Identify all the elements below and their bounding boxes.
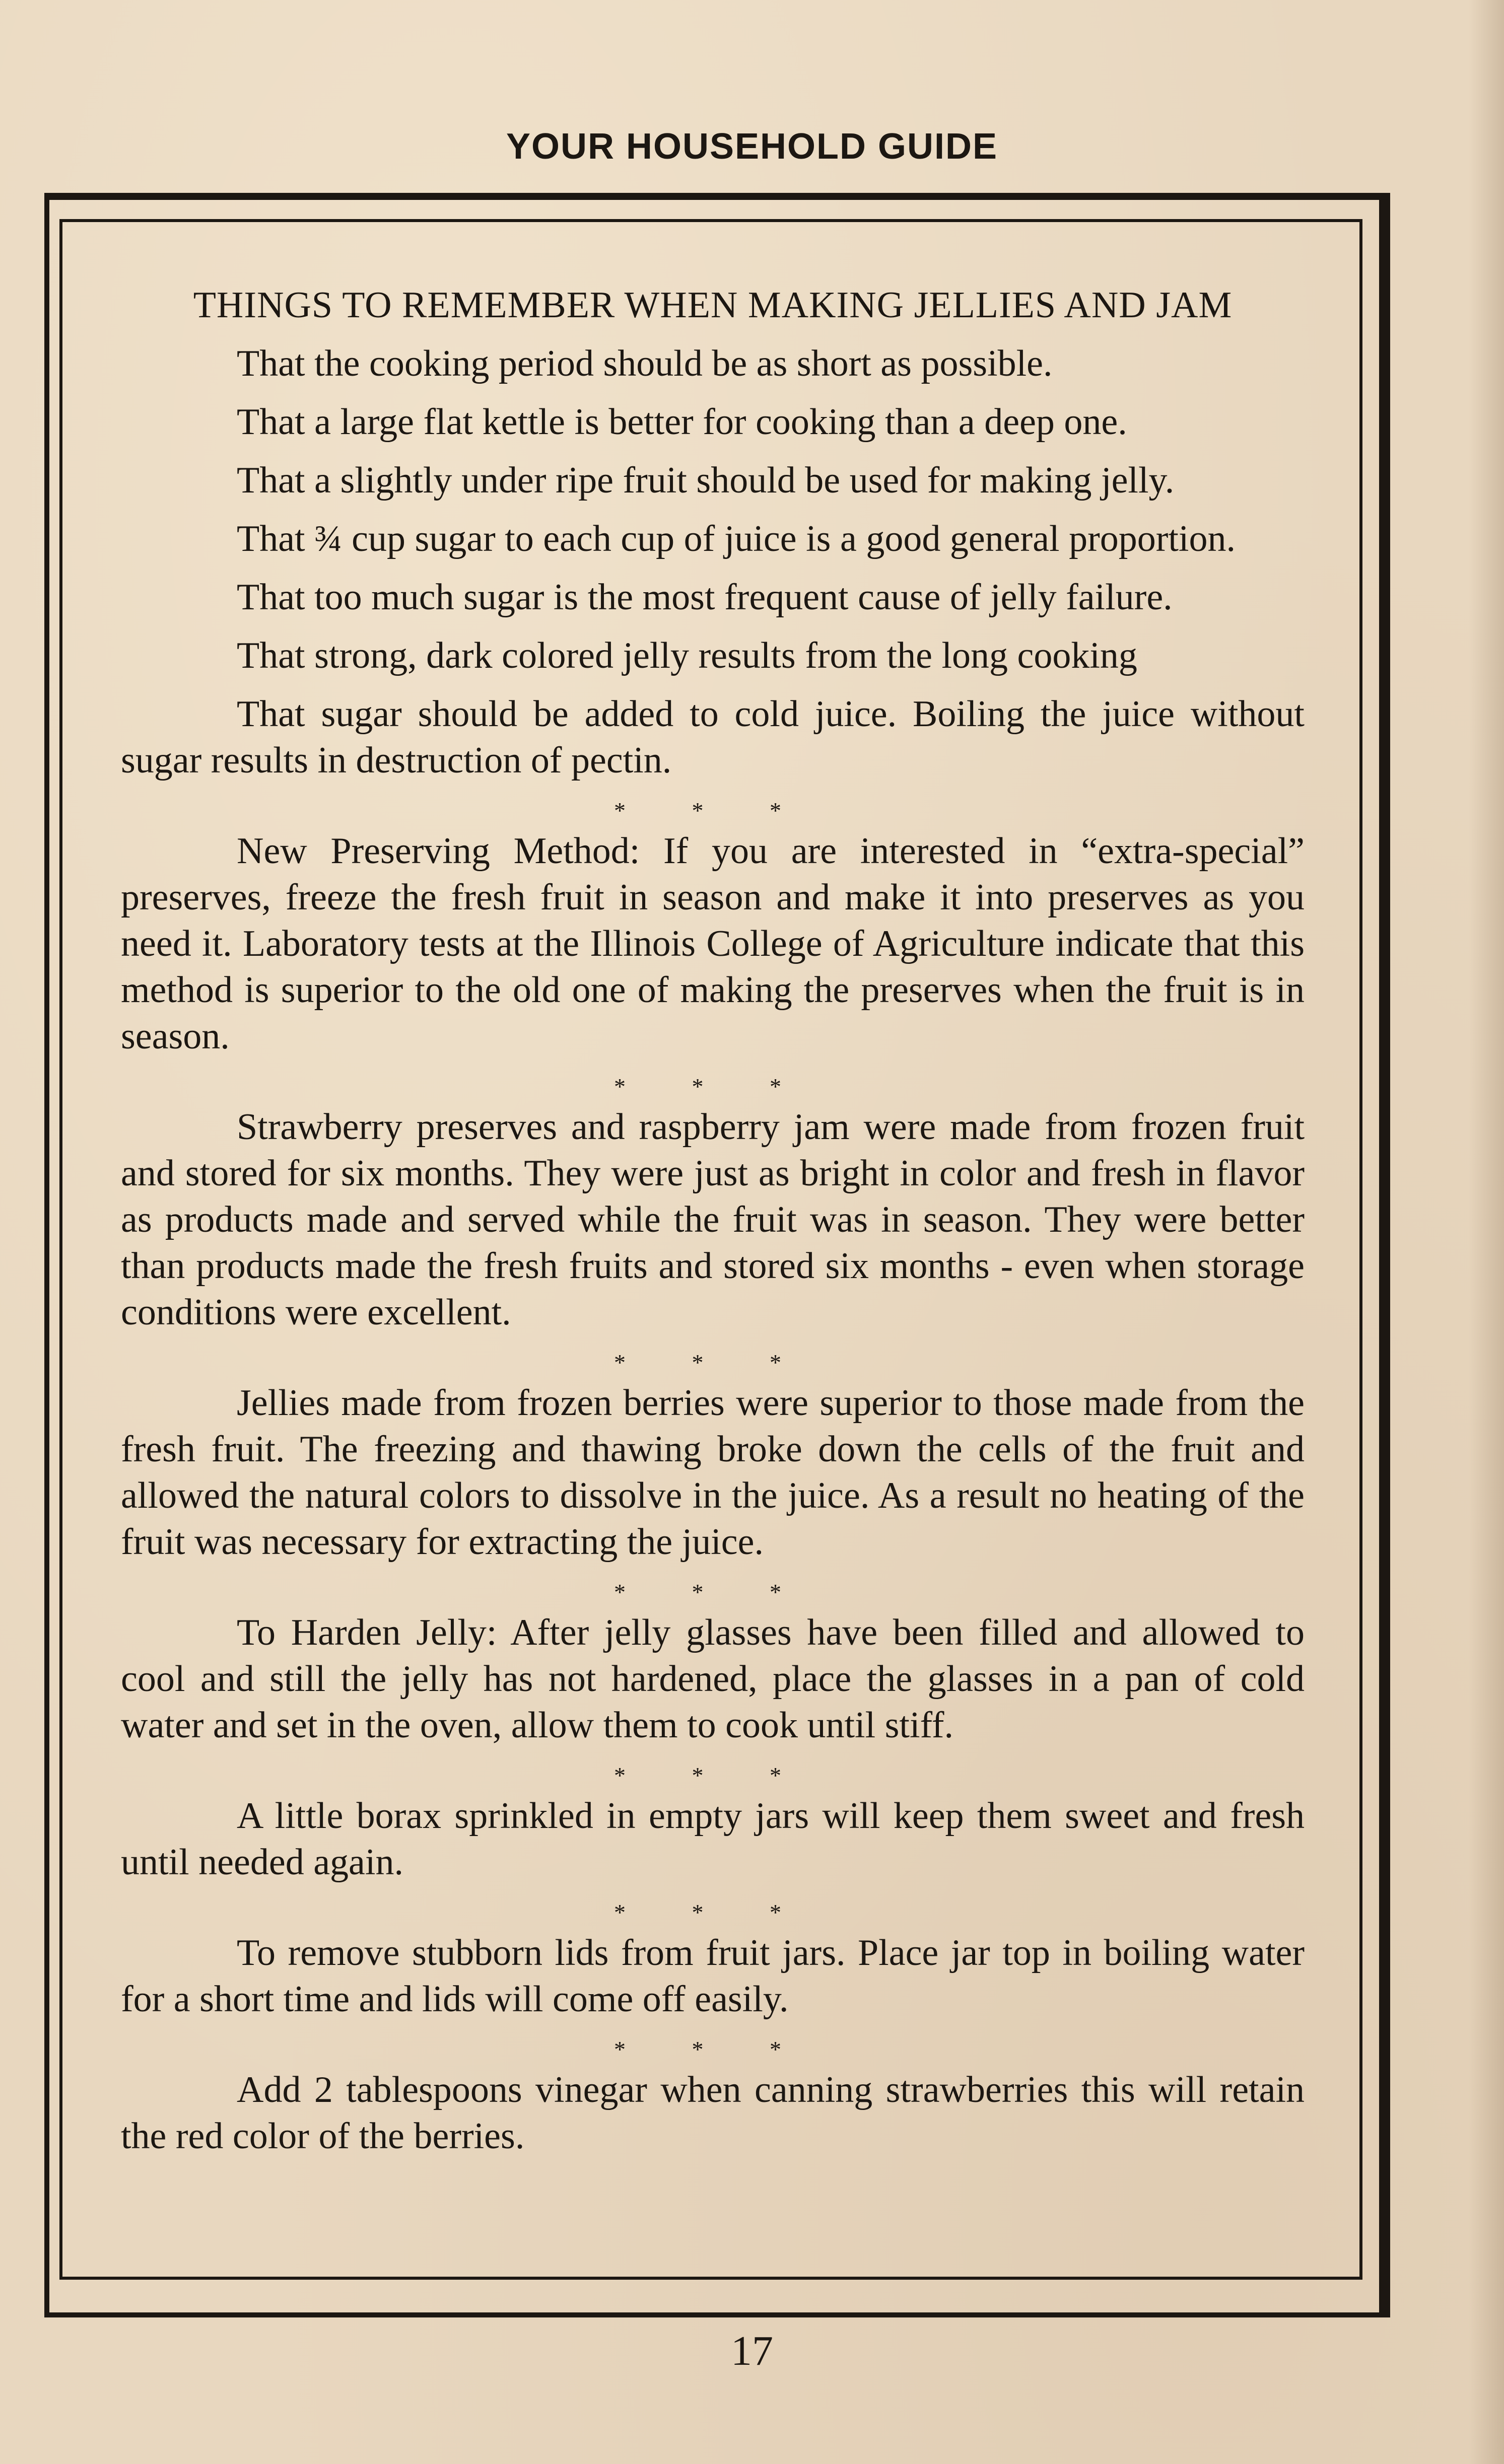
separator-3: * * * — [614, 1350, 811, 1375]
paragraph-vinegar: Add 2 tablespoons vinegar when canning strawberries this will retain the red color of the berries. — [121, 2069, 1305, 2157]
paragraph-stubborn-lids: To remove stubborn lids from fruit jars. Place jar top in boiling water for a short time and lids will come off easily. — [121, 1932, 1305, 2020]
tip-1: That the cooking period should be as short as possible. — [237, 343, 1053, 384]
page-number: 17 — [731, 2328, 773, 2374]
separator-2: * * * — [614, 1074, 811, 1099]
tip-5: That too much sugar is the most frequent cause of jelly failure. — [237, 577, 1173, 618]
page-edge-shadow — [1469, 0, 1504, 2464]
tip-3: That a slightly under ripe fruit should be used for making jelly. — [237, 460, 1175, 501]
paragraph-new-method: New Preserving Method: If you are interested in “extra-special” preserves, freeze the fresh fruit in season and make it into preserves as you need it. Laboratory tests at the Illinois College of Agriculture indicate that this method is superior to the old one of making the preserves when the fruit is in season. — [121, 830, 1305, 1057]
section-title: THINGS TO REMEMBER WHEN MAKING JELLIES AND JAM — [193, 285, 1233, 326]
separator-6: * * * — [614, 1899, 811, 1925]
tip-4: That ¾ cup sugar to each cup of juice is a good general proportion. — [237, 518, 1236, 559]
paragraph-harden-jelly: To Harden Jelly: After jelly glasses have been filled and allowed to cool and still the jelly has not hardened, place the glasses in a pan of cold water and set in the oven, allow them to cook until stiff. — [121, 1612, 1305, 1746]
running-head: YOUR HOUSEHOLD GUIDE — [506, 126, 998, 167]
separator-4: * * * — [614, 1579, 811, 1605]
separator-7: * * * — [614, 2036, 811, 2062]
separator-1: * * * — [614, 798, 811, 823]
separator-5: * * * — [614, 1763, 811, 1788]
paragraph-borax: A little borax sprinkled in empty jars will keep them sweet and fresh until needed again. — [121, 1795, 1305, 1883]
paragraph-strawberry: Strawberry preserves and raspberry jam were made from frozen fruit and stored for six months. They were just as bright in color and fresh in flavor as products made and served while the fruit was in season. They were better than products made the fresh fruits and stored six months - even when storage conditions were excellent. — [121, 1106, 1305, 1333]
tip-6: That strong, dark colored jelly results from the long cooking — [237, 635, 1137, 676]
paragraph-jellies: Jellies made from frozen berries were superior to those made from the fresh fruit. The freezing and thawing broke down the cells of the fruit and allowed the natural colors to dissolve in the juice. As a result no heating of the fruit was necessary for extracting the juice. — [121, 1382, 1305, 1563]
tip-2: That a large flat kettle is better for cooking than a deep one. — [237, 401, 1127, 443]
page-content — [121, 282, 1305, 2171]
tip-7: That sugar should be added to cold juice. Boiling the juice without sugar results in destruction of pectin. — [121, 693, 1305, 781]
